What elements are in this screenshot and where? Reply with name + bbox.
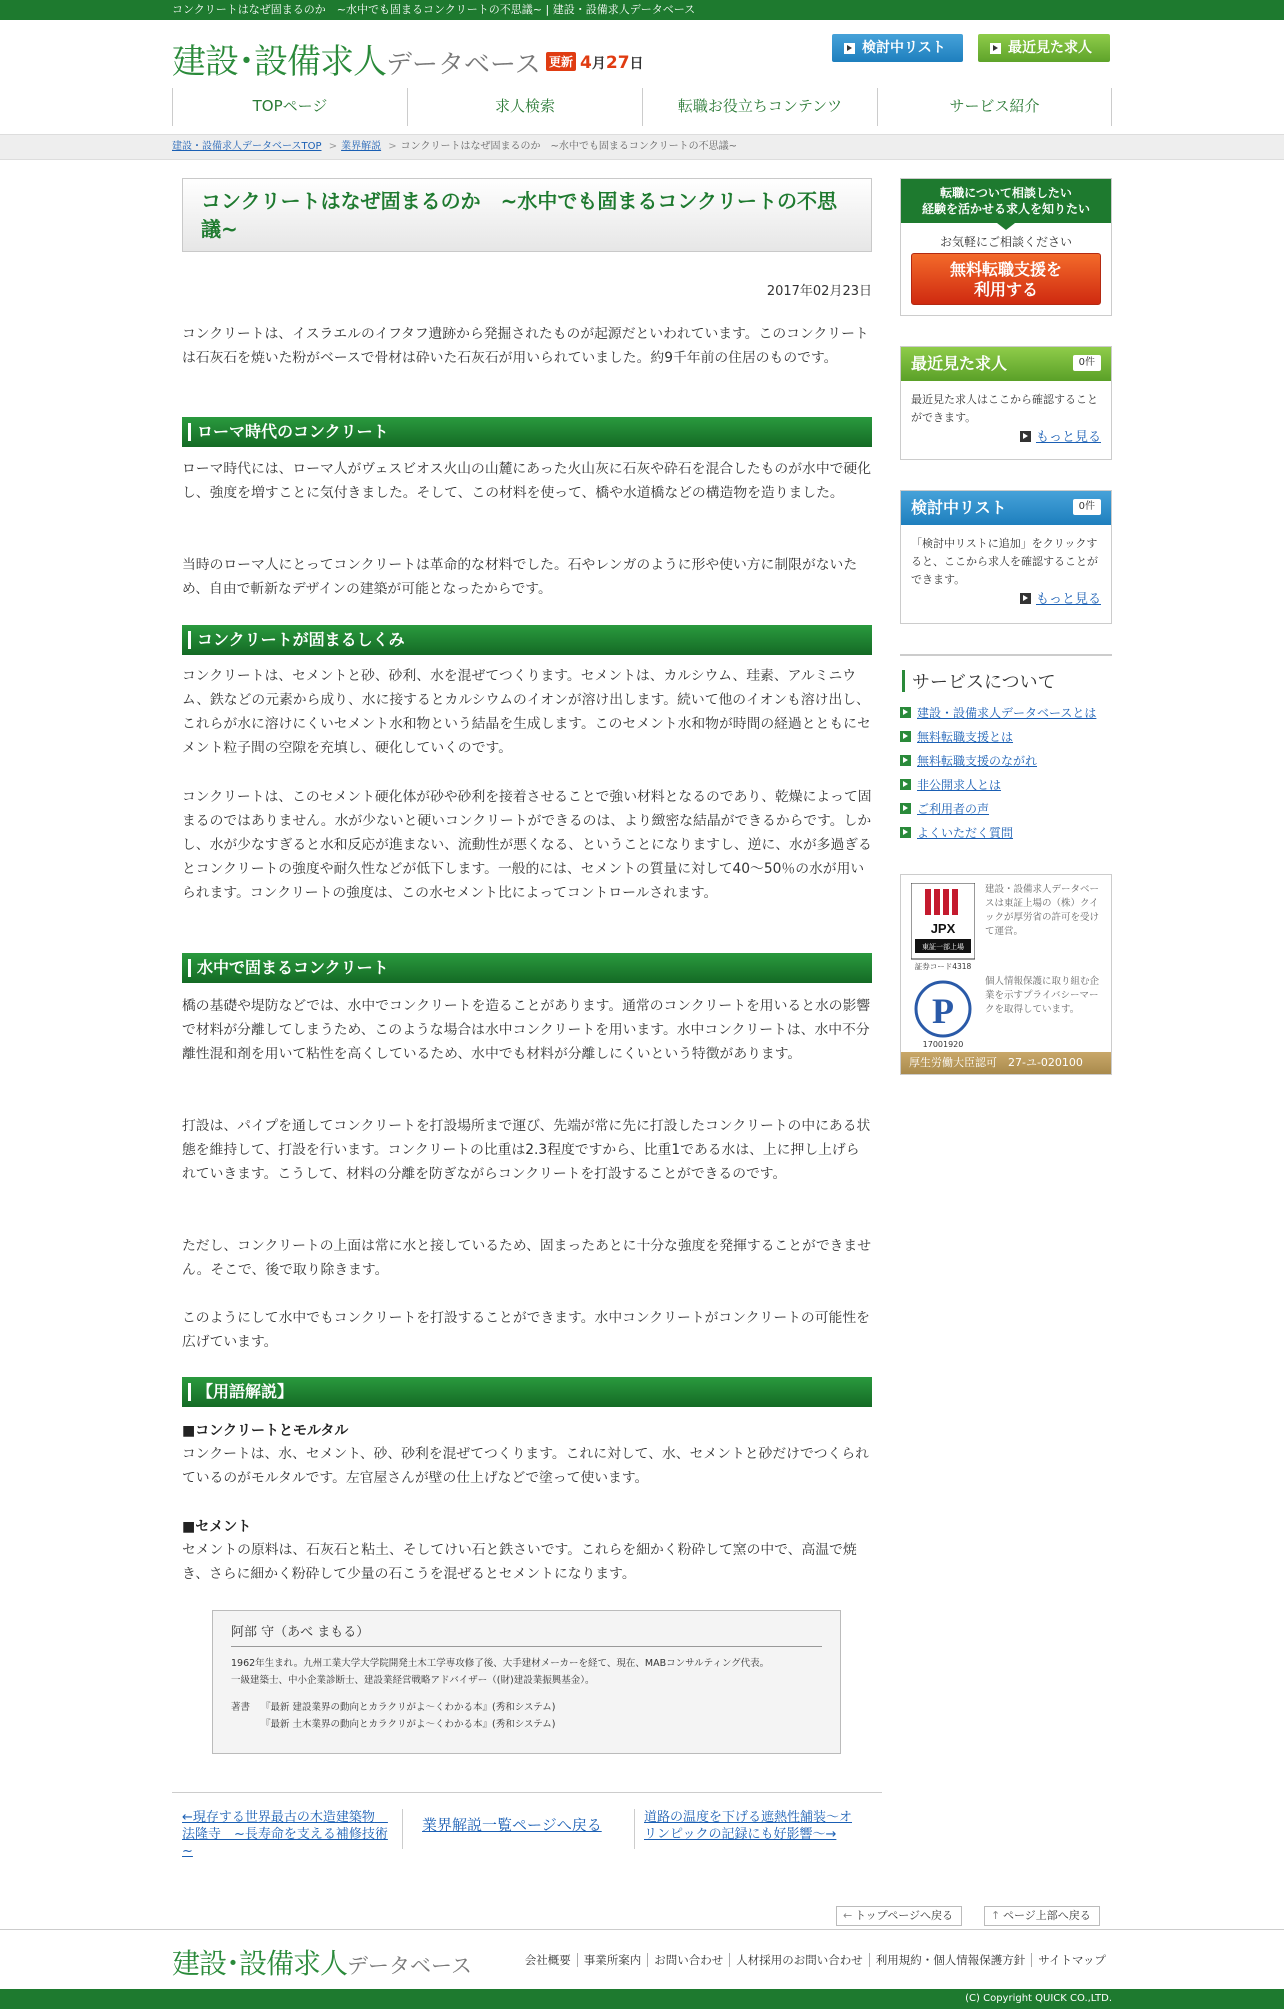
- breadcrumb-category[interactable]: 業界解説: [341, 141, 382, 152]
- arrow-right-icon: [1020, 593, 1031, 604]
- service-link-text[interactable]: 建設・設備求人データベースとは: [917, 706, 1097, 720]
- jpx-listing-text: 東証一部上場: [922, 943, 964, 951]
- footer-link-company[interactable]: 会社概要: [524, 1953, 571, 1967]
- jpx-logo: [911, 883, 975, 971]
- section-heading-mechanism: コンクリートが固まるしくみ: [182, 625, 872, 655]
- next-article-link[interactable]: 道路の温度を下げる遮熱性舗装～オリンピックの記録にも好影響～→: [644, 1810, 853, 1842]
- license-number: 厚生労働大臣認可 27-ユ-020100: [901, 1052, 1111, 1074]
- arrow-right-icon: [900, 707, 911, 718]
- recent-jobs-count: 0件: [1073, 355, 1101, 371]
- site-logo[interactable]: [172, 34, 541, 83]
- service-heading: [900, 654, 1112, 694]
- paragraph: コンクリートは、このセメント硬化体が砂や砂利を接着させることで強い材料となるのであり、乾燥によって固まるのではありません。水が少ないと硬いコンクリートができるのは、より緻密な結晶ができるからです。しかし、水が少なすぎると水和反応が進まない、流動性が悪くなる、ということになりますし、逆に、水が多過ぎるとコンクリートの強度や耐久性などが低下します。一般的には、セメントの質量に対して40～50％の水が用いられます。コンクリートの強度は、この水セメント比によってコントロールされます。: [182, 789, 872, 901]
- arrow-right-icon: [1020, 431, 1031, 442]
- update-month-unit: 月: [591, 56, 606, 72]
- article-intro: コンクリートは、イスラエルのイフタフ遺跡から発掘されたものが起源だといわれています。このコンクリートは石灰石を焼いた粉がベースで骨材は砕いた石灰石が用いられていました。約9千年前の住居のものです。: [182, 326, 869, 366]
- footer-logo[interactable]: [172, 1942, 472, 1982]
- service-link[interactable]: [900, 776, 1001, 793]
- footer-logo-sub: データベース: [347, 1954, 472, 1978]
- consult-box: [900, 178, 1112, 316]
- service-link-text[interactable]: 無料転職支援とは: [917, 730, 1014, 744]
- review-list-button[interactable]: [832, 34, 963, 62]
- paragraph: ローマ時代には、ローマ人がヴェスビオス火山の山麓にあった火山灰に石灰や砕石を混合したものが水中で硬化し、強度を増すことに気付きました。そして、この材料を使って、橋や水道橋などの構造物を造りました。: [182, 461, 872, 501]
- privacy-mark-number: 17001920: [922, 1040, 964, 1049]
- breadcrumb-separator: >: [388, 141, 397, 152]
- glossary-definition: コンクートは、水、セメント、砂、砂利を混ぜてつくります。これに対して、水、セメントと砂だけでつくられているのがモルタルです。左官屋さんが壁の仕上げなどで塗って使います。: [182, 1446, 869, 1486]
- arrow-right-icon: [844, 43, 855, 54]
- service-link-text[interactable]: ご利用者の声: [917, 802, 990, 816]
- free-support-label: 無料転職支援を: [949, 260, 1062, 279]
- footer-links: [519, 1952, 1112, 1968]
- pager-divider: [634, 1809, 635, 1849]
- paragraph: コンクリートは、セメントと砂、砂利、水を混ぜてつくります。セメントは、カルシウム、珪素、アルミニウム、鉄などの元素から成り、水に接するとカルシウムのイオンが溶け出します。続いて他のイオンも溶け出し、これらが水に溶けにくいセメント水和物という結晶を生成します。このセメント水和物が時間の経過とともにセメント粒子間の空隙を充填し、硬化していくのです。: [182, 668, 871, 756]
- footer-link-terms[interactable]: 利用規約・個人情報保護方針: [869, 1953, 1032, 1967]
- logo-main: 建設･設備求人: [172, 42, 386, 82]
- arrow-right-icon: [990, 43, 1001, 54]
- arrow-right-icon: [900, 779, 911, 790]
- section-heading-underwater: 水中で固まるコンクリート: [182, 953, 872, 983]
- review-list-more-link[interactable]: もっと見る: [1035, 592, 1101, 607]
- footer-link-offices[interactable]: 事業所案内: [577, 1953, 648, 1967]
- nav-item-top[interactable]: TOPページ: [172, 88, 407, 126]
- article-date: 2017年02月23日: [766, 284, 872, 299]
- consult-line: 転職について相談したい: [940, 186, 1072, 200]
- jpx-logo-text: JPX: [930, 921, 956, 936]
- author-profile: [212, 1610, 841, 1754]
- author-books-label: 著書: [231, 1702, 251, 1713]
- paragraph: 打設は、パイプを通してコンクリートを打設場所まで運び、先端が常に先に打設したコンクリートの中にある状態を維持して、打設を行います。コンクリートの比重は2.3程度ですから、比重1である水は、上に押し上げられていきます。こうして、材料の分離を防ぎながらコンクリートを打設することができるのです。: [182, 1118, 871, 1182]
- breadcrumb-current: コンクリートはなぜ固まるのか ~水中でも固まるコンクリートの不思議~: [400, 141, 738, 152]
- paragraph: ただし、コンクリートの上面は常に水と接しているため、固まったあとに十分な強度を発揮することができません。そこで、後で取り除きます。: [182, 1238, 872, 1278]
- copyright: (C) Copyright QUICK CO.,LTD.: [965, 1993, 1112, 2004]
- arrow-right-icon: [900, 731, 911, 742]
- footer-link-recruit-contact[interactable]: 人材採用のお問い合わせ: [729, 1953, 869, 1967]
- author-bio: 一級建築士、中小企業診断士、建設業経営戦略アドバイザー（(財)建設業振興基金）。: [231, 1675, 595, 1686]
- pager-divider: [402, 1809, 403, 1849]
- nav-item-service[interactable]: サービス紹介: [877, 88, 1112, 126]
- recent-jobs-title: 最近見た求人: [911, 354, 1008, 373]
- recent-jobs-label: 最近見た求人: [1008, 40, 1092, 56]
- arrow-left-icon: ←: [843, 1909, 853, 1922]
- top-bar-text: コンクリートはなぜ固まるのか ~水中でも固まるコンクリートの不思議~ | 建設・設備求人データベース: [172, 3, 696, 16]
- paragraph: 橋の基礎や堤防などでは、水中でコンクリートを造ることがあります。通常のコンクリートを用いると水の影響で材料が分離してしまうため、このような場合は水中コンクリートを用います。水中コンクリートは、水中不分離性混和剤を用いて粘性を高くしているため、水中でも材料が分離しにくいという特徴があります。: [182, 998, 871, 1062]
- update-date: [546, 52, 644, 73]
- nav-item-contents[interactable]: 転職お役立ちコンテンツ: [642, 88, 877, 126]
- glossary-term: ■セメント: [182, 1519, 252, 1535]
- paragraph: このようにして水中でもコンクリートを打設することができます。水中コンクリートがコンクリートの可能性を広げています。: [182, 1310, 870, 1350]
- top-bar: [0, 0, 1284, 20]
- prev-article-link[interactable]: ←現存する世界最古の木造建築物 法隆寺 ~長寿命を支える補修技術~: [182, 1810, 388, 1859]
- free-support-button[interactable]: [911, 253, 1101, 305]
- article-list-link[interactable]: 業界解説一覧ページへ戻る: [422, 1816, 602, 1834]
- footer-divider: [0, 1929, 1284, 1930]
- update-day-unit: 日: [629, 56, 644, 72]
- logo-sub: データベース: [386, 50, 541, 80]
- update-tag: 更新: [546, 52, 576, 71]
- jpx-text: 建設・設備求人データベースは東証上場の（株）クイックが厚労省の許可を受けて運営。: [985, 884, 1100, 937]
- svg-text:P: P: [932, 991, 954, 1031]
- author-book: 『最新 土木業界の動向とカラクリがよ～くわかる本』(秀和システム): [261, 1719, 556, 1730]
- service-link[interactable]: [900, 752, 1037, 769]
- author-bio: 1962年生まれ。九州工業大学大学院開発土木工学専攻修了後、大手建材メーカーを経て、現在、MABコンサルティング代表。: [231, 1658, 770, 1669]
- footer-link-contact[interactable]: お問い合わせ: [647, 1953, 729, 1967]
- paragraph: 当時のローマ人にとってコンクリートは革命的な材料でした。石やレンガのように形や使い方に制限がないため、自由で斬新なデザインの建築が可能となったからです。: [182, 557, 858, 597]
- arrow-up-icon: ↑: [991, 1909, 1001, 1922]
- privacy-text: 個人情報保護に取り組む企業を示すプライバシーマークを取得しています。: [985, 976, 1100, 1015]
- author-book: 『最新 建設業界の動向とカラクリがよ～くわかる本』(秀和システム): [261, 1702, 556, 1713]
- review-list-box: [900, 490, 1112, 624]
- review-list-title: 検討中リスト: [911, 498, 1007, 517]
- service-link-text[interactable]: 非公開求人とは: [917, 778, 1002, 792]
- privacy-mark-logo: [911, 979, 975, 1049]
- review-list-label: 検討中リスト: [862, 40, 946, 56]
- certification-box: [900, 874, 1112, 1075]
- service-link-text[interactable]: よくいただく質問: [917, 826, 1014, 840]
- arrow-right-icon: [900, 803, 911, 814]
- breadcrumb-separator: >: [328, 141, 338, 152]
- glossary-definition: セメントの原料は、石灰石と粘土、そしてけい石と鉄さいです。これらを細かく粉砕して窯の中で、高温で焼き、さらに細かく粉砕して少量の石こうを混ぜるとセメントになります。: [182, 1542, 857, 1582]
- page-top-button[interactable]: [984, 1906, 1100, 1926]
- recent-jobs-text: 最近見た求人はここから確認することができます。: [911, 393, 1098, 424]
- consult-subtext: お気軽にご相談ください: [939, 235, 1072, 249]
- arrow-right-icon: [900, 827, 911, 838]
- jpx-code: 証券コード4318: [914, 962, 972, 971]
- breadcrumb: [0, 134, 1284, 160]
- recent-jobs-button[interactable]: [978, 34, 1110, 62]
- glossary-term: ■コンクリートとモルタル: [182, 1423, 349, 1439]
- nav-item-search[interactable]: 求人検索: [407, 88, 642, 126]
- service-heading-text: サービスについて: [912, 672, 1056, 693]
- article-pager: [172, 1792, 882, 1859]
- free-support-label: 利用する: [973, 280, 1038, 299]
- footer-link-sitemap[interactable]: サイトマップ: [1031, 1953, 1112, 1967]
- footer-bar: [0, 1989, 1284, 2009]
- section-heading-glossary: 【用語解説】: [182, 1377, 872, 1407]
- recent-jobs-more-link[interactable]: もっと見る: [1035, 430, 1101, 445]
- service-link[interactable]: [900, 824, 1013, 841]
- back-to-top-page-label: トップページへ戻る: [855, 1909, 954, 1922]
- breadcrumb-home[interactable]: 建設・設備求人データベースTOP: [172, 141, 322, 152]
- arrow-right-icon: [900, 755, 911, 766]
- author-name: 阿部 守（あべ まもる）: [231, 1621, 822, 1647]
- review-list-count: 0件: [1073, 499, 1101, 515]
- update-month: 4: [580, 53, 592, 73]
- review-list-text: 「検討中リストに追加」をクリックすると、ここから求人を確認することができます。: [911, 537, 1098, 586]
- global-nav: [172, 88, 1112, 126]
- consult-line: 経験を活かせる求人を知りたい: [921, 202, 1090, 216]
- page-top-label: ページ上部へ戻る: [1003, 1909, 1091, 1922]
- recent-jobs-box: [900, 346, 1112, 460]
- caret-down-icon: [997, 223, 1015, 230]
- service-link-text[interactable]: 無料転職支援のながれ: [917, 754, 1038, 768]
- article-title: コンクリートはなぜ固まるのか ~水中でも固まるコンクリートの不思議~: [182, 178, 872, 252]
- service-link[interactable]: [900, 800, 989, 817]
- footer-logo-main: 建設･設備求人: [172, 1947, 348, 1980]
- section-heading-roman: ローマ時代のコンクリート: [182, 417, 872, 447]
- update-day: 27: [605, 53, 630, 73]
- service-link[interactable]: [900, 728, 1013, 745]
- service-link[interactable]: [900, 704, 1096, 721]
- back-to-top-page-button[interactable]: [836, 1906, 962, 1926]
